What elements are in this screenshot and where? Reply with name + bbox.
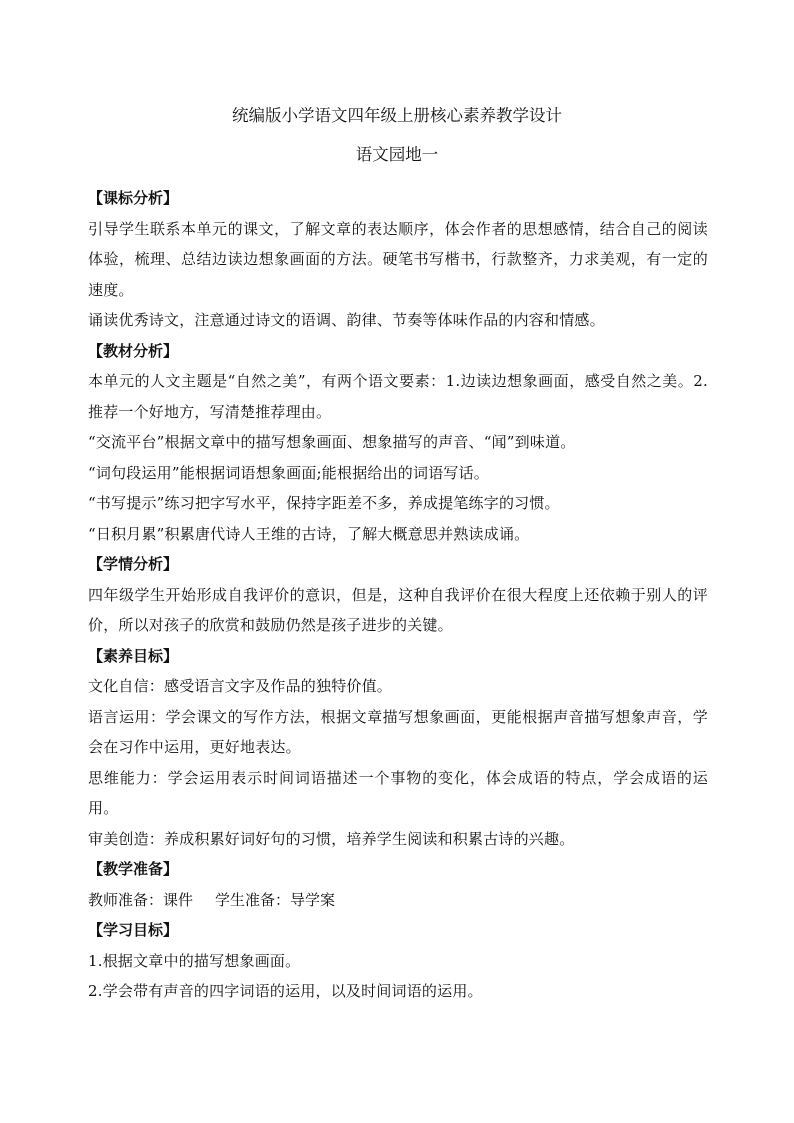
paragraph: “交流平台”根据文章中的描写想象画面、想象描写的声音、“闻”到味道。 — [88, 433, 576, 451]
section-learning-objectives — [88, 915, 708, 1007]
paragraph: 语言运用：学会课文的写作方法，根据文章描写想象画面，更能根据声音描写想象声音，学会在习作中运用，更好地表达。 — [88, 707, 708, 756]
paragraph: 文化自信：感受语言文字及作品的独特价值。 — [88, 677, 393, 695]
section-teaching-preparation — [88, 854, 708, 915]
paragraph: 审美创造：养成积累好词好句的习惯，培养学生阅读和积累古诗的兴趣。 — [88, 829, 575, 848]
paragraph: “书写提示”练习把字写水平，保持字距差不多，养成提笔练字的习惯。 — [88, 494, 560, 512]
section-textbook-analysis — [88, 336, 708, 550]
section-heading: 【学情分析】 — [88, 555, 179, 573]
section-heading: 【学习目标】 — [88, 921, 179, 939]
section-heading: 【素养目标】 — [88, 646, 179, 665]
paragraph: 思维能力：学会运用表示时间词语描述一个事物的变化，体会成语的特点，学会成语的运用。 — [88, 768, 708, 817]
document-body — [88, 183, 708, 1007]
teacher-preparation: 教师准备：课件 — [88, 890, 194, 909]
document-subtitle: 语文园地一 — [355, 145, 439, 164]
objective-item: 2.学会带有声音的四字词语的运用，以及时间词语的运用。 — [88, 982, 483, 1000]
section-student-analysis — [88, 549, 708, 641]
section-heading: 【教学准备】 — [88, 860, 179, 878]
section-heading: 【课标分析】 — [88, 189, 179, 207]
preparation-line — [88, 885, 708, 916]
paragraph: 诵读优秀诗文，注意通过诗文的语调、韵律、节奏等体味作品的内容和情感。 — [88, 311, 605, 329]
student-preparation: 学生准备：导学案 — [215, 890, 336, 909]
document-title: 统编版小学语文四年级上册核心素养教学设计 — [232, 106, 562, 125]
paragraph: “词句段运用”能根据词语想象画面;能根据给出的词语写话。 — [88, 463, 489, 482]
section-literacy-goals — [88, 641, 708, 855]
paragraph: 本单元的人文主题是“自然之美”，有两个语文要素：1.边读边想象画面，感受自然之美。2.推荐一个好地方，写清楚推荐理由。 — [88, 372, 708, 421]
section-heading: 【教材分析】 — [88, 341, 179, 360]
objective-item: 1.根据文章中的描写想象画面。 — [88, 951, 301, 970]
paragraph: 四年级学生开始形成自我评价的意识，但是，这种自我评价在很大程度上还依赖于别人的评价，所以对孩子的欣赏和鼓励仍然是孩子进步的关键。 — [88, 585, 708, 634]
paragraph: “日积月累”积累唐代诗人王维的古诗，了解大概意思并熟读成诵。 — [88, 524, 530, 543]
section-curriculum-analysis — [88, 183, 708, 336]
paragraph: 引导学生联系本单元的课文，了解文章的表达顺序，体会作者的思想感情，结合自己的阅读体验，梳理、总结边读边想象画面的方法。硬笔书写楷书，行款整齐，力求美观，有一定的速度。 — [88, 219, 708, 299]
